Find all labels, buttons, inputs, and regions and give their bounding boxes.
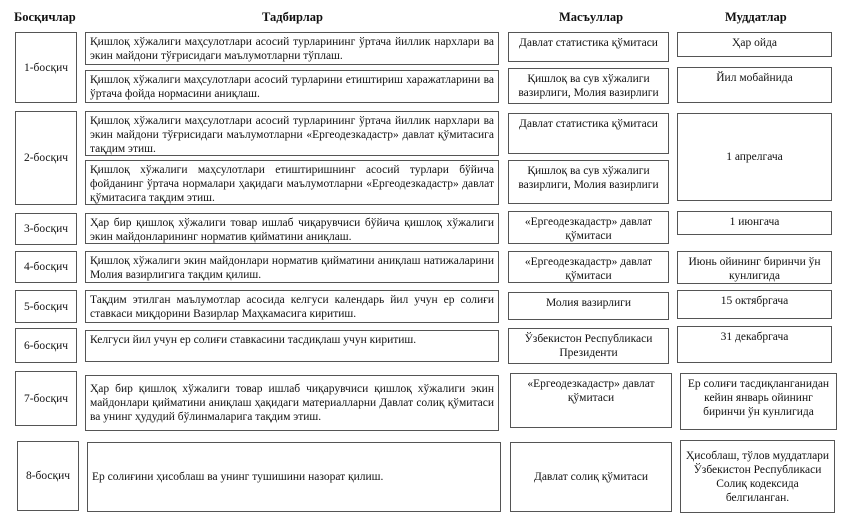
stage-label: 1-босқич — [15, 32, 77, 103]
activity-cell: Келгуси йил учун ер солиғи ставкасини тасдиқлаш учун киритиш. — [85, 330, 499, 362]
responsible-cell: Давлат статистика қўмитаси — [508, 32, 669, 62]
responsible-cell: Қишлоқ ва сув хўжалиги вазирлиги, Молия вазирлиги — [508, 68, 669, 104]
activity-cell: Ҳар бир қишлоқ хўжалиги товар ишлаб чиқарувчиси қишлоқ хўжалиги экин майдонлари қийматини аниқлаш ҳақидаги материалларни Давлат солиқ қўмитаси ва унинг ҳудудий бўлинмаларига тақдим этиш. — [85, 375, 499, 431]
responsible-cell: Давлат солиқ қўмитаси — [510, 442, 672, 512]
stage-label: 7-босқич — [15, 371, 77, 426]
deadline-cell: 15 октябргача — [677, 290, 832, 319]
activity-cell: Қишлоқ хўжалиги маҳсулотлари асосий турларини етиштириш харажатларини ва ўртача фойда нормасини аниқлаш. — [85, 70, 499, 103]
deadline-cell: Ер солиғи тасдиқланганидан кейин январь ойининг биринчи ўн кунлигида — [680, 373, 837, 430]
responsible-cell: «Ергеодезкадастр» давлат қўмитаси — [510, 373, 672, 428]
responsible-cell: Ўзбекистон Республикаси Президенти — [508, 328, 669, 364]
header-activities: Тадбирлар — [262, 10, 323, 24]
stage-label: 4-босқич — [15, 251, 77, 283]
responsible-cell: Давлат статистика қўмитаси — [508, 113, 669, 154]
deadline-cell: 1 апрелгача — [677, 113, 832, 201]
activity-cell: Қишлоқ хўжалиги маҳсулотлари асосий турларининг ўртача йиллик нархлари ва экин майдони тўғрисидаги маълумотларни тўплаш. — [85, 32, 499, 65]
responsible-cell: «Ергеодезкадастр» давлат қўмитаси — [508, 211, 669, 244]
deadline-cell: Ҳар ойда — [677, 32, 832, 57]
activity-cell: Қишлоқ хўжалиги маҳсулотлари етиштиришнинг асосий турлари бўйича фойданинг ўртача нормалари ҳақидаги маълумотларни «Ергеодезкадастр» давлат қўмитасига тақдим этиш. — [85, 160, 499, 205]
deadline-cell: 1 июнгача — [677, 211, 832, 235]
deadline-cell: Июнь ойининг биринчи ўн кунлигида — [677, 251, 832, 284]
stage-label: 6-босқич — [15, 328, 77, 363]
responsible-cell: Молия вазирлиги — [508, 292, 669, 320]
header-responsible: Масъуллар — [559, 10, 624, 24]
responsible-cell: «Ергеодезкадастр» давлат қўмитаси — [508, 251, 669, 283]
activity-cell: Тақдим этилган маълумотлар асосида келгуси календарь йил учун ер солиғи ставкаси миқдорини Вазирлар Маҳкамасига киритиш. — [85, 290, 499, 323]
activity-cell: Ҳар бир қишлоқ хўжалиги товар ишлаб чиқарувчиси бўйича қишлоқ хўжалиги экин майдонларининг норматив қийматини аниқлаш. — [85, 213, 499, 244]
activity-cell: Ер солиғини ҳисоблаш ва унинг тушишини назорат қилиш. — [87, 442, 501, 512]
stage-label: 8-босқич — [17, 441, 79, 511]
deadline-cell: Йил мобайнида — [677, 67, 832, 103]
stage-label: 5-босқич — [15, 290, 77, 323]
activity-cell: Қишлоқ хўжалиги экин майдонлари норматив қийматини аниқлаш натижаларини Молия вазирлигига тақдим қилиш. — [85, 251, 499, 283]
deadline-cell: 31 декабргача — [677, 326, 832, 363]
stage-label: 2-босқич — [15, 111, 77, 205]
deadline-cell: Ҳисоблаш, тўлов муддатлари Ўзбекистон Республикаси Солиқ кодексида белгиланган. — [680, 440, 835, 513]
header-deadlines: Муддатлар — [725, 10, 787, 24]
responsible-cell: Қишлоқ ва сув хўжалиги вазирлиги, Молия вазирлиги — [508, 160, 669, 204]
stage-label: 3-босқич — [15, 213, 77, 245]
header-stages: Босқичлар — [14, 10, 76, 24]
activity-cell: Қишлоқ хўжалиги маҳсулотлари асосий турларининг ўртача йиллик нархлари ва экин майдони тўғрисидаги маълумотларни «Ергеодезкадастр» давлат қўмитасига тақдим этиш. — [85, 111, 499, 156]
